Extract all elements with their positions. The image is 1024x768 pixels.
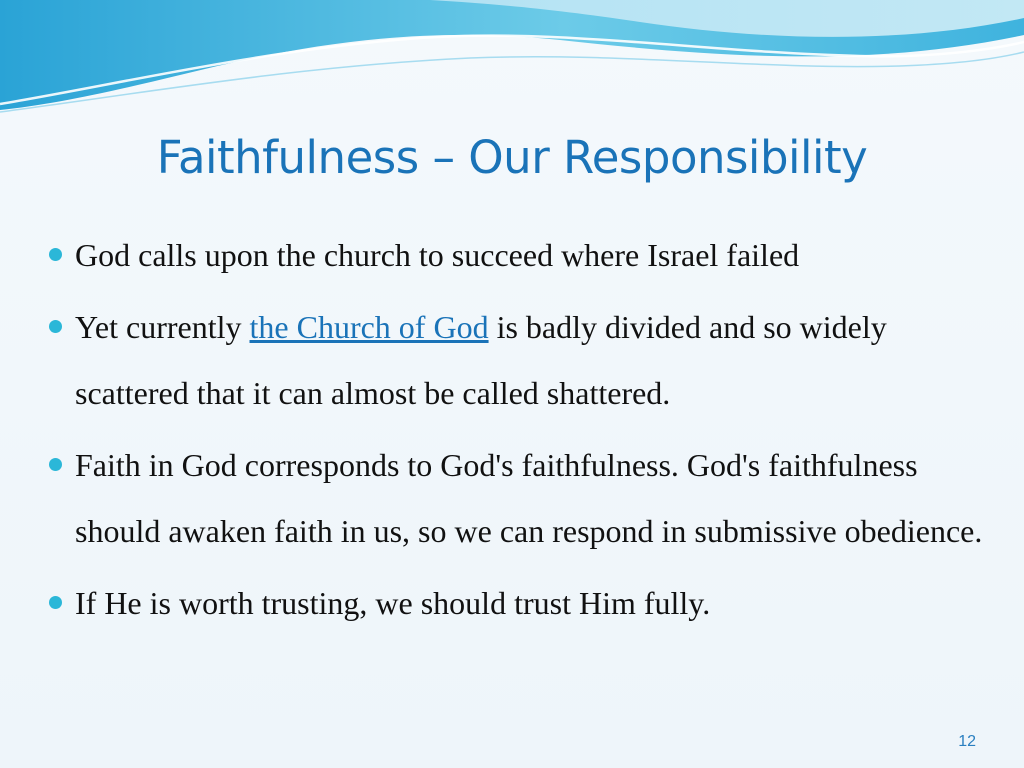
bullet-marker-icon <box>49 458 62 471</box>
bullet-item <box>46 432 986 564</box>
slide-title: Faithfulness – Our Responsibility <box>156 131 868 184</box>
bullet-text-tail: is badly divided and so widely scattered that it can almost be called shattered. <box>75 309 887 411</box>
bullet-text: God calls upon the church to succeed where Israel failed <box>75 237 800 273</box>
bullet-item <box>46 294 986 426</box>
bullet-marker-icon <box>49 596 62 609</box>
bullet-text: If He is worth trusting, we should trust Him fully. <box>75 585 711 621</box>
page-number: 12 <box>958 733 976 750</box>
bullet-item <box>46 222 986 288</box>
bullet-item <box>46 570 986 636</box>
church-of-god-link[interactable]: the Church of God <box>249 309 489 345</box>
bullet-text: Faith in God corresponds to God's faithfulness. God's faithfulness should awaken faith in us, so we can respond in submissive obedience. <box>75 447 983 549</box>
bullet-text-lead: Yet currently <box>75 309 250 345</box>
wave-header-decoration <box>0 0 1024 120</box>
bullet-list <box>46 222 986 642</box>
bullet-marker-icon <box>49 320 62 333</box>
bullet-marker-icon <box>49 248 62 261</box>
